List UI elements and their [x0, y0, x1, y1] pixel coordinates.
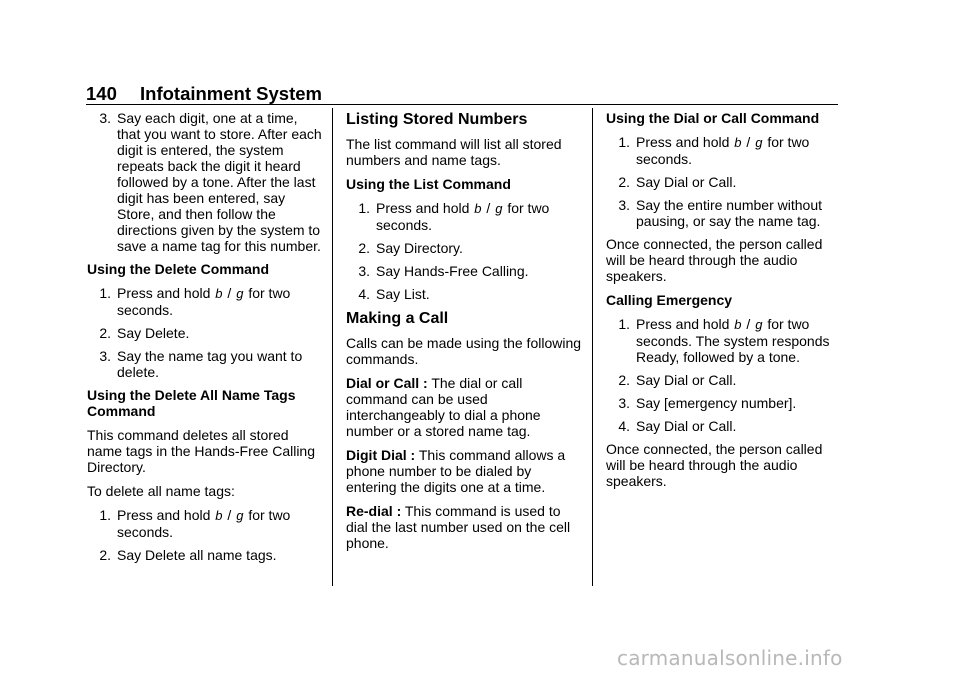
- step-text: Say List.: [376, 286, 430, 302]
- list-item: [606, 372, 842, 388]
- list-item: [87, 110, 323, 254]
- list-command-heading: Using the List Command: [346, 176, 511, 192]
- list-item: [346, 263, 582, 279]
- header-rule: [86, 104, 838, 105]
- step-text: Say each digit, one at a time, that you want to store. After each digit is entered, the system repeats back the digit it heard followed by a tone. After the last digit has been entered, say Store, and then follow the directions given by the system to save a name tag for this number.: [117, 110, 322, 254]
- step-number: 2.: [358, 240, 370, 256]
- dial-command-heading: Using the Dial or Call Command: [606, 110, 820, 126]
- step-number: 3.: [99, 110, 111, 126]
- delete-all-description: This command deletes all stored name tags in the Hands-Free Calling Directory.: [87, 427, 316, 475]
- list-item: [606, 418, 842, 434]
- step-number: 3.: [99, 348, 111, 364]
- connected-note: Once connected, the person called will be heard through the audio speakers.: [606, 441, 823, 489]
- step-number: 3.: [358, 263, 370, 279]
- column-1: [87, 110, 323, 570]
- step-number: 4.: [618, 418, 630, 434]
- step-text: Press and hold b / g for two seconds.: [117, 507, 291, 540]
- step-number: 2.: [618, 174, 630, 190]
- step-number: 1.: [99, 507, 111, 523]
- step-text: Press and hold b / g for two seconds.: [636, 134, 810, 167]
- list-item: [87, 285, 323, 318]
- delete-all-heading: Using the Delete All Name Tags Command: [87, 387, 296, 419]
- phone-icon: b: [734, 317, 742, 332]
- step-text: Press and hold b / g for two seconds.: [117, 285, 291, 318]
- dial-or-call-label: Dial or Call :: [346, 375, 428, 391]
- list-item: [606, 174, 842, 190]
- step-number: 2.: [618, 372, 630, 388]
- phone-icon: b: [215, 286, 223, 301]
- delete-all-intro: To delete all name tags:: [87, 483, 235, 499]
- phone-icon: b: [474, 201, 482, 216]
- step-text: Say the name tag you want to delete.: [117, 348, 303, 380]
- phone-icon: b: [215, 508, 223, 523]
- step-number: 3.: [618, 197, 630, 213]
- redial-label: Re-dial :: [346, 503, 402, 519]
- step-text: Say Dial or Call.: [636, 418, 737, 434]
- step-number: 3.: [618, 395, 630, 411]
- listing-section-title: Listing Stored Numbers: [346, 111, 528, 128]
- list-item: [346, 200, 582, 233]
- dial-or-call-paragraph: Dial or Call : The dial or call command can be used interchangeably to dial a phone number or a stored name tag.: [346, 375, 541, 439]
- list-item: [87, 547, 323, 563]
- voice-icon: g: [236, 508, 244, 523]
- section-title: Infotainment System: [140, 83, 322, 104]
- making-call-description: Calls can be made using the following commands.: [346, 335, 582, 367]
- step-text: Say Delete all name tags.: [117, 547, 277, 563]
- step-number: 2.: [99, 325, 111, 341]
- digit-dial-paragraph: Digit Dial : This command allows a phone number to be dialed by entering the digits one at a time.: [346, 447, 566, 495]
- listing-description: The list command will list all stored numbers and name tags.: [346, 136, 562, 168]
- step-text: Say Hands-Free Calling.: [376, 263, 529, 279]
- list-item: [87, 348, 323, 380]
- list-item: [606, 316, 842, 365]
- list-item: [606, 395, 842, 411]
- emergency-heading: Calling Emergency: [606, 292, 733, 308]
- step-text: Say Directory.: [376, 240, 463, 256]
- step-text: Say Delete.: [117, 325, 190, 341]
- voice-icon: g: [755, 135, 763, 150]
- step-number: 1.: [358, 200, 370, 216]
- step-text: Press and hold b / g for two seconds.: [376, 200, 550, 233]
- connected-note: Once connected, the person called will be heard through the audio speakers.: [606, 236, 823, 284]
- list-item: [606, 197, 842, 229]
- column-2: [346, 110, 582, 559]
- list-item: [606, 134, 842, 167]
- making-call-section-title: Making a Call: [346, 310, 449, 327]
- list-item: [346, 286, 582, 302]
- list-item: [87, 507, 323, 540]
- redial-paragraph: Re-dial : This command is used to dial the last number used on the cell phone.: [346, 503, 571, 551]
- watermark: carmanualsonline.info: [617, 646, 843, 670]
- step-text: Say [emergency number].: [636, 395, 797, 411]
- step-text: Press and hold b / g for two seconds. The system responds Ready, followed by a tone.: [636, 316, 830, 365]
- step-number: 2.: [99, 547, 111, 563]
- voice-icon: g: [236, 286, 244, 301]
- column-divider-2: [592, 108, 593, 586]
- step-number: 1.: [618, 316, 630, 332]
- list-item: [87, 325, 323, 341]
- voice-icon: g: [755, 317, 763, 332]
- page-header: [86, 83, 322, 105]
- column-3: [606, 110, 842, 497]
- phone-icon: b: [734, 135, 742, 150]
- list-item: [346, 240, 582, 256]
- step-text: Say Dial or Call.: [636, 174, 737, 190]
- step-text: Say Dial or Call.: [636, 372, 737, 388]
- digit-dial-label: Digit Dial :: [346, 447, 416, 463]
- column-divider-1: [332, 108, 333, 586]
- step-number: 1.: [618, 134, 630, 150]
- delete-command-heading: Using the Delete Command: [87, 261, 270, 277]
- step-text: Say the entire number without pausing, or say the name tag.: [636, 197, 822, 229]
- voice-icon: g: [495, 201, 503, 216]
- step-number: 1.: [99, 285, 111, 301]
- step-number: 4.: [358, 286, 370, 302]
- page-number: 140: [86, 83, 117, 104]
